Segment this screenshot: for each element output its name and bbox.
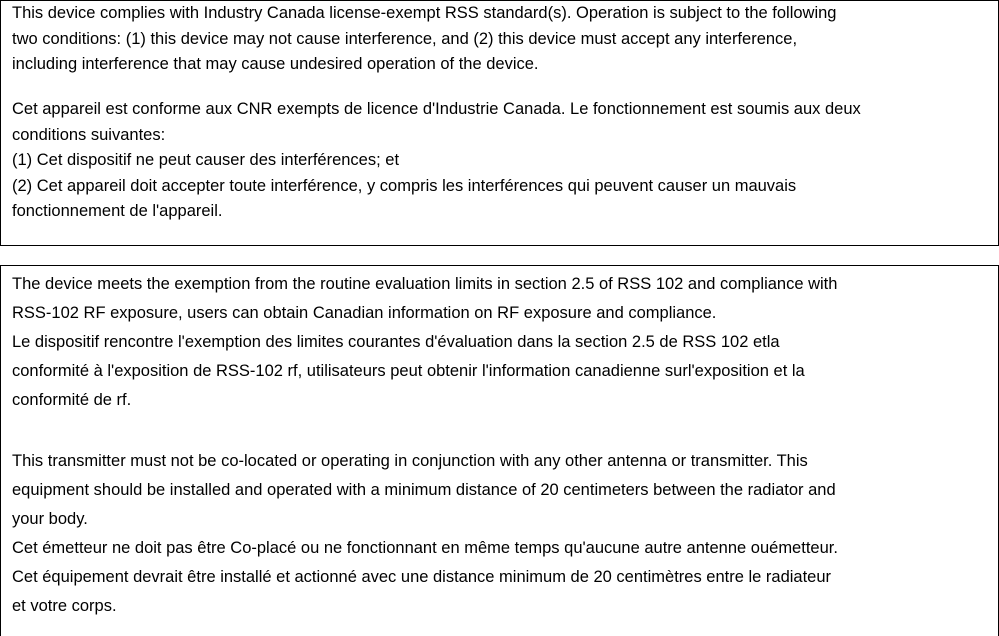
text-line: This device complies with Industry Canada license-exempt RSS standard(s). Operation is subject to the following xyxy=(12,4,837,22)
rf-exemption-statement xyxy=(12,270,988,415)
text-line: conformité de rf. xyxy=(12,391,132,409)
text-line: conditions suivantes: xyxy=(12,125,166,144)
text-line: (1) Cet dispositif ne peut causer des interférences; et xyxy=(12,151,400,169)
text-line: Cet équipement devrait être installé et actionné avec une distance minimum de 20 centimètres entre le radiateur xyxy=(12,568,832,586)
text-line: Cet appareil est conforme aux CNR exempts de licence d'Industrie Canada. Le fonctionnement est soumis aux deux xyxy=(12,100,861,118)
ic-english-statement xyxy=(12,1,988,78)
text-line: your body. xyxy=(12,510,88,528)
text-line: et votre corps. xyxy=(12,597,117,615)
text-line: equipment should be installed and operated with a minimum distance of 20 centimeters between the radiator and xyxy=(12,481,836,499)
transmitter-colocation-statement xyxy=(12,447,988,621)
text-line: Cet émetteur ne doit pas être Co-placé ou ne fonctionnant en même temps qu'aucune autre antenne ouémetteur. xyxy=(12,539,838,557)
ic-compliance-box xyxy=(0,0,999,246)
text-line: conformité à l'exposition de RSS-102 rf, utilisateurs peut obtenir l'information canadienne surl'exposition et la xyxy=(12,362,805,380)
text-line: Le dispositif rencontre l'exemption des limites courantes d'évaluation dans la section 2.5 de RSS 102 etla xyxy=(12,333,780,351)
text-line: (2) Cet appareil doit accepter toute interférence, y compris les interférences qui peuvent causer un mauvais xyxy=(12,176,797,195)
text-line: fonctionnement de l'appareil. xyxy=(12,202,223,220)
text-line: two conditions: (1) this device may not cause interference, and (2) this device must accept any interference, xyxy=(12,29,798,48)
ic-french-statement xyxy=(12,97,988,225)
rf-exposure-box xyxy=(0,265,999,636)
text-line: This transmitter must not be co-located or operating in conjunction with any other antenna or transmitter. This xyxy=(12,452,808,470)
text-line: The device meets the exemption from the routine evaluation limits in section 2.5 of RSS 102 and compliance with xyxy=(12,275,838,293)
text-line: including interference that may cause undesired operation of the device. xyxy=(12,55,539,73)
text-line: RSS-102 RF exposure, users can obtain Canadian information on RF exposure and compliance. xyxy=(12,304,717,322)
